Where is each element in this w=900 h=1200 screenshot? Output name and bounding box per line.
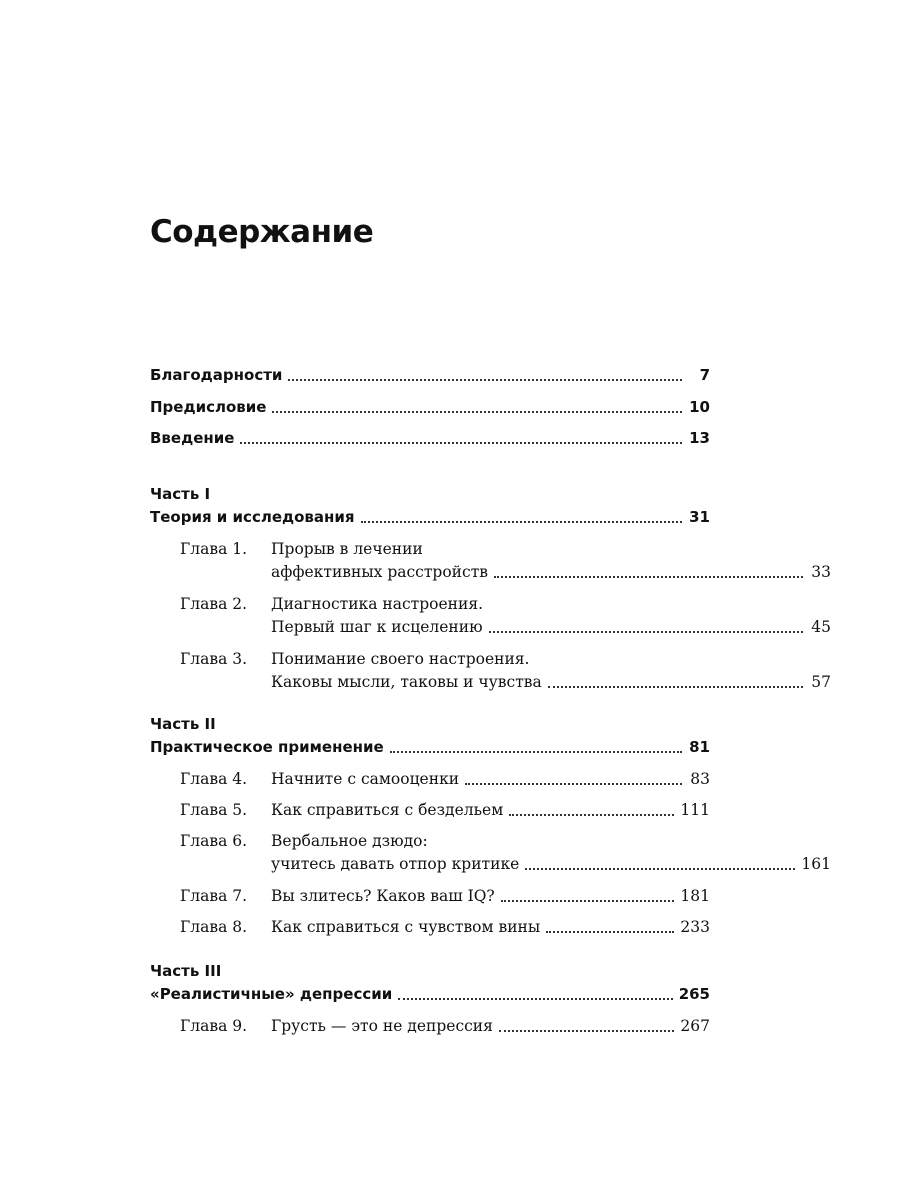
chapter-title: Как справиться с бездельем — [271, 801, 504, 819]
toc-entry-part-1[interactable] — [150, 506, 710, 528]
entry-title: Благодарности — [150, 366, 283, 384]
chapter-number: Глава 3. — [180, 650, 248, 668]
chapter-number: Глава 5. — [180, 801, 248, 819]
page-number: 83 — [690, 770, 710, 788]
toc-entry-chapter-4[interactable] — [150, 768, 710, 790]
toc-entry-part-2[interactable] — [150, 736, 710, 758]
chapter-title: Начните с самооценки — [271, 770, 460, 788]
dot-leader — [501, 899, 675, 902]
toc-entry-part-3[interactable] — [150, 983, 710, 1005]
part-label: Часть I — [150, 485, 211, 503]
page-number: 181 — [680, 887, 710, 905]
page-number: 33 — [811, 563, 831, 581]
dot-leader — [288, 378, 682, 381]
chapter-title-line: Каковы мысли, таковы и чувства — [271, 673, 542, 691]
dot-leader — [390, 750, 682, 753]
chapter-title-line: Первый шаг к исцелению — [271, 618, 483, 636]
dot-leader — [546, 930, 674, 933]
toc-entry-chapter-2[interactable] — [150, 616, 831, 638]
toc-entry-introduction[interactable] — [150, 427, 710, 449]
dot-leader — [361, 520, 682, 523]
chapter-title: Вы злитесь? Каков ваш IQ? — [271, 887, 495, 905]
toc-entry-acknowledgements[interactable] — [150, 364, 710, 386]
toc-entry-chapter-3[interactable] — [150, 671, 831, 693]
toc-entry-chapter-6[interactable] — [150, 853, 831, 875]
dot-leader — [494, 575, 803, 578]
part-title: «Реалистичные» депрессии — [150, 985, 393, 1003]
dot-leader — [240, 441, 682, 444]
chapter-number: Глава 4. — [180, 770, 248, 788]
toc-entry-chapter-1[interactable] — [150, 561, 831, 583]
chapter-title: Грусть — это не депрессия — [271, 1017, 493, 1035]
chapter-title-line: Вербальное дзюдо: — [271, 832, 428, 850]
entry-title: Предисловие — [150, 398, 267, 416]
part-title: Практическое применение — [150, 738, 384, 756]
dot-leader — [525, 867, 795, 870]
page-number: 13 — [689, 429, 710, 447]
part-label: Часть II — [150, 715, 216, 733]
dot-leader — [509, 813, 674, 816]
toc-entry-chapter-8[interactable] — [150, 916, 710, 938]
chapter-title-line: Понимание своего настроения. — [271, 650, 530, 668]
dot-leader — [489, 630, 803, 633]
part-title: Теория и исследования — [150, 508, 355, 526]
chapter-number: Глава 7. — [180, 887, 248, 905]
toc-entry-preface[interactable] — [150, 396, 710, 418]
dot-leader — [548, 685, 803, 688]
chapter-title-line: аффективных расстройств — [271, 563, 488, 581]
dot-leader — [398, 997, 672, 1000]
chapter-number: Глава 2. — [180, 595, 248, 613]
page-number: 45 — [811, 618, 831, 636]
entry-title: Введение — [150, 429, 235, 447]
page-number: 233 — [680, 918, 710, 936]
chapter-title-line: учитесь давать отпор критике — [271, 855, 520, 873]
toc-entry-chapter-7[interactable] — [150, 885, 710, 907]
chapter-number: Глава 8. — [180, 918, 248, 936]
chapter-title-line: Прорыв в лечении — [271, 540, 423, 558]
page-number: 10 — [689, 398, 710, 416]
page-number: 161 — [801, 855, 831, 873]
chapter-number: Глава 6. — [180, 832, 248, 850]
page-title: Содержание — [150, 214, 374, 250]
page-number: 265 — [678, 985, 710, 1003]
part-label: Часть III — [150, 962, 222, 980]
page-number: 81 — [689, 738, 710, 756]
page-number: 31 — [689, 508, 710, 526]
chapter-title: Как справиться с чувством вины — [271, 918, 541, 936]
dot-leader — [465, 782, 682, 785]
chapter-number: Глава 1. — [180, 540, 248, 558]
dot-leader — [272, 410, 682, 413]
page-number: 7 — [699, 366, 710, 384]
page-number: 57 — [811, 673, 831, 691]
toc-entry-chapter-9[interactable] — [150, 1015, 710, 1037]
chapter-number: Глава 9. — [180, 1017, 248, 1035]
dot-leader — [499, 1029, 674, 1032]
page-number: 111 — [680, 801, 710, 819]
page-number: 267 — [680, 1017, 710, 1035]
chapter-title-line: Диагностика настроения. — [271, 595, 484, 613]
toc-entry-chapter-5[interactable] — [150, 799, 710, 821]
